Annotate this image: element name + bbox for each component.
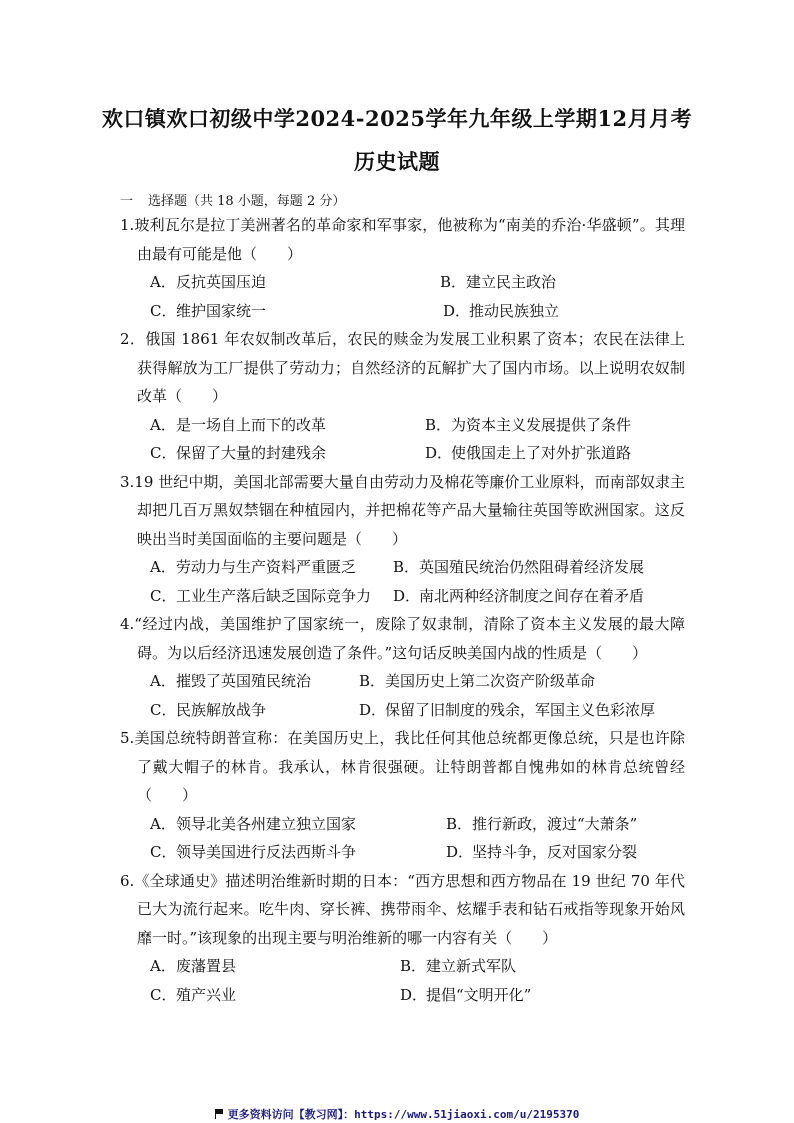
option-a: A．劳动力与生产资料严重匮乏 [150, 558, 357, 576]
question-stem: 3.19 世纪中期，美国北部需要大量自由劳动力及棉花等廉价工业原料，而南部奴隶主却把几百万黑奴禁锢在种植园内，并把棉花等产品大量输往英国等欧洲国家。这反映出当时美国面临的主要问题是（ ） [120, 472, 685, 548]
question-options [120, 268, 685, 325]
option-d: D．坚持斗争，反对国家分裂 [446, 843, 638, 861]
option-b: B．推行新政，渡过“大萧条” [446, 814, 638, 833]
option-b: B．建立民主政治 [440, 273, 557, 291]
option-d: D．提倡“文明开化” [400, 985, 532, 1004]
option-d: D．保留了旧制度的残余，军国主义色彩浓厚 [359, 700, 656, 719]
option-c: C．工业生产落后缺乏国际竞争力 [150, 586, 372, 605]
option-c: C．民族解放战争 [150, 700, 267, 719]
question-1 [120, 211, 685, 325]
section-label: 选择题（共 18 小题，每题 2 分） [148, 194, 346, 209]
question-5 [120, 724, 685, 867]
question-options [120, 411, 685, 468]
question-2 [120, 325, 685, 468]
question-stem: 4.“经过内战，美国维护了国家统一，废除了奴隶制，清除了资本主义发展的最大障碍。为以后经济迅速发展创造了条件。”这句话反映美国内战的性质是（ ） [120, 615, 685, 662]
option-c: C．保留了大量的封建残余 [150, 444, 327, 462]
option-a: A．是一场自上而下的改革 [150, 415, 327, 434]
question-stem: 2．俄国 1861 年农奴制改革后，农民的赎金为发展工业积累了资本；农民在法律上获得解放为工厂提供了劳动力；自然经济的瓦解扩大了国内市场。以上说明农奴制改革（ ） [120, 330, 685, 405]
option-a: A．摧毁了英国殖民统治 [150, 672, 312, 690]
question-6 [120, 867, 685, 1010]
option-d: D．推动民族独立 [443, 301, 560, 320]
footer-text[interactable]: 更多资料访问【教习网】：https://www.51jiaoxi.com/u/2195370 [227, 1108, 580, 1121]
option-b: B．建立新式军队 [400, 957, 517, 975]
question-4 [120, 610, 685, 724]
question-list [120, 211, 685, 1009]
option-b: B．英国殖民统治仍然阻碍着经济发展 [393, 558, 645, 576]
exam-subtitle: 历史试题 [354, 149, 440, 174]
question-stem: 5.美国总统特朗普宣称：在美国历史上，我比任何其他总统都更像总统，只是也许除了戴大帽子的林肯。我承认，林肯很强硬。让特朗普都自愧弗如的林肯总统曾经（ ） [120, 729, 685, 804]
option-a: A．领导北美各州建立独立国家 [150, 814, 357, 833]
option-b: B．美国历史上第二次资产阶级革命 [359, 672, 596, 690]
flag-icon [215, 1109, 224, 1119]
option-a: A．反抗英国压迫 [150, 273, 267, 291]
question-stem: 1.玻利瓦尔是拉丁美洲著名的革命家和军事家，他被称为“南美的乔治·华盛顿”。其理由最有可能是他（ ） [120, 216, 685, 263]
option-c: C．殖产兴业 [150, 985, 237, 1004]
footer-link[interactable] [0, 1106, 794, 1122]
option-d: D．使俄国走上了对外扩张道路 [425, 444, 632, 462]
option-b: B．为资本主义发展提供了条件 [425, 415, 632, 434]
option-c: C．维护国家统一 [150, 301, 267, 320]
option-c: C．领导美国进行反法西斯斗争 [150, 843, 357, 861]
question-options [120, 553, 685, 610]
option-a: A．废藩置县 [150, 957, 237, 975]
question-3 [120, 468, 685, 611]
question-options [120, 667, 685, 724]
question-options [120, 952, 685, 1009]
section-number: 一 [120, 194, 134, 209]
section-heading [120, 190, 345, 209]
exam-title: 欢口镇欢口初级中学2024-2025学年九年级上学期12月月考 [101, 106, 693, 131]
option-d: D．南北两种经济制度之间存在着矛盾 [393, 586, 645, 605]
question-stem: 6.《全球通史》描述明治维新时期的日本：“西方思想和西方物品在 19 世纪 70 年代已大为流行起来。吃牛肉、穿长裤、携带雨伞、炫耀手表和钻石戒指等现象开始风靡一时。”该现象的出现主要与明治维新的哪一内容有关（ ） [120, 871, 685, 947]
question-options [120, 810, 685, 867]
